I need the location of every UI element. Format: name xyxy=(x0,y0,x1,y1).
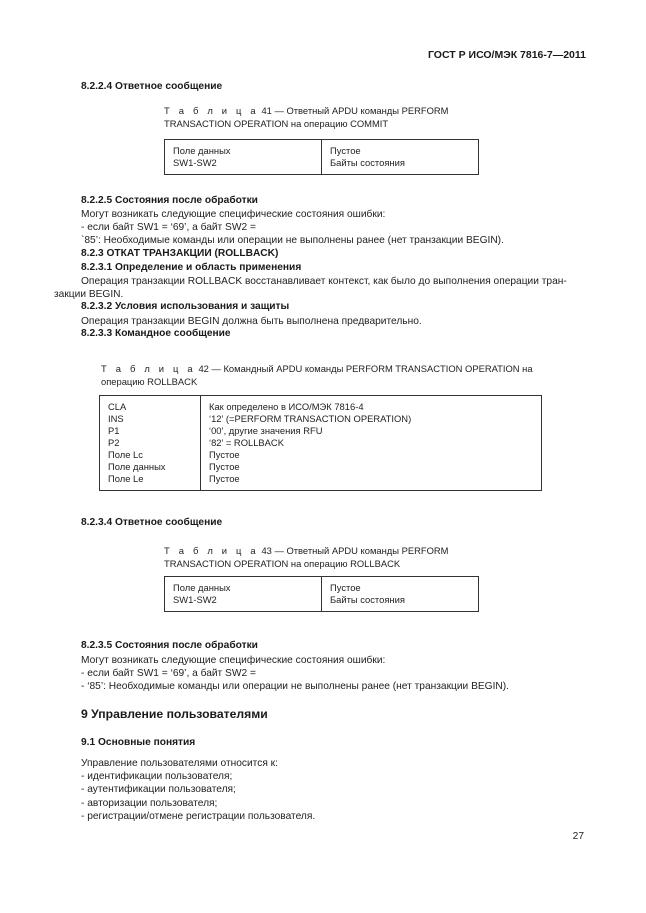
table-row xyxy=(165,577,479,612)
cell-line: Поле данных xyxy=(173,582,231,593)
cell-line: Пустое xyxy=(330,145,361,156)
caption-text-2: TRANSACTION OPERATION на операцию COMMIT xyxy=(164,117,389,129)
cell-line: Пустое xyxy=(209,473,240,484)
paragraph-8231-line2: закции BEGIN. xyxy=(54,289,124,300)
cell-line: Пустое xyxy=(209,449,240,460)
list-item: - регистрации/отмене регистрации пользователя. xyxy=(81,810,316,822)
paragraph-91 xyxy=(81,757,315,823)
text-line: - ‘85’: Необходимые команды или операции не выполнены ранее (нет транзакции BEGIN). xyxy=(81,681,509,693)
caption-text-2: TRANSACTION OPERATION на операцию ROLLBACK xyxy=(164,557,401,569)
page-number: 27 xyxy=(572,831,584,842)
paragraph-8232: Операция транзакции BEGIN должна быть выполнена предварительно. xyxy=(81,316,422,327)
caption-text-1: 41 — Ответный APDU команды PERFORM xyxy=(258,105,449,116)
table-43 xyxy=(164,576,479,612)
paragraph-8225 xyxy=(81,208,504,248)
text-line: Могут возникать следующие специфические состояния ошибки: xyxy=(81,655,386,666)
cell-line: Поле Lc xyxy=(108,449,143,460)
cell-line: SW1-SW2 xyxy=(173,157,217,168)
table-cell-left xyxy=(100,396,201,491)
list-item: - аутентификации пользователя; xyxy=(81,784,236,796)
document-header: ГОСТ Р ИСО/МЭК 7816-7—2011 xyxy=(427,49,586,61)
text-line: - если байт SW1 = ‘69’, а байт SW2 = xyxy=(81,222,256,234)
cell-line: ‘12’ (=PERFORM TRANSACTION OPERATION) xyxy=(209,413,412,424)
table-42-caption xyxy=(101,363,533,388)
cell-line: P2 xyxy=(108,437,120,448)
cell-line: Как определено в ИСО/МЭК 7816-4 xyxy=(209,401,364,412)
paragraph-8231-line1: Операция транзакции ROLLBACK восстанавливает контекст, как было до выполнения операции тран- xyxy=(81,276,567,287)
section-heading-8225: 8.2.2.5 Состояния после обработки xyxy=(81,195,258,206)
cell-line: Байты состояния xyxy=(330,594,405,605)
caption-text-2: операцию ROLLBACK xyxy=(101,375,198,387)
caption-text-1: 43 — Ответный APDU команды PERFORM xyxy=(258,545,449,556)
caption-text-1: 42 — Командный APDU команды PERFORM TRANSACTION OPERATION на xyxy=(195,363,533,374)
table-cell-right xyxy=(322,140,479,175)
cell-line: Поле данных xyxy=(108,461,166,472)
text-line: - если байт SW1 = ‘69’, а байт SW2 = xyxy=(81,668,256,680)
section-heading-8234: 8.2.3.4 Ответное сообщение xyxy=(81,517,223,528)
caption-word: Т а б л и ц а xyxy=(164,105,259,116)
section-heading-9: 9 Управление пользователями xyxy=(81,707,268,721)
table-cell-right xyxy=(322,577,479,612)
section-heading-8233: 8.2.3.3 Командное сообщение xyxy=(81,328,231,339)
table-cell-left xyxy=(165,577,322,612)
section-heading-8232: 8.2.3.2 Условия использования и защиты xyxy=(81,301,290,312)
cell-line: INS xyxy=(108,413,124,424)
table-41 xyxy=(164,139,479,175)
section-heading-823: 8.2.3 ОТКАТ ТРАНЗАКЦИИ (ROLLBACK) xyxy=(81,248,279,259)
paragraph-8235 xyxy=(81,654,509,694)
section-heading-8231: 8.2.3.1 Определение и область применения xyxy=(81,262,302,273)
table-row xyxy=(100,396,542,491)
cell-line: Пустое xyxy=(330,582,361,593)
table-43-caption xyxy=(164,545,448,570)
table-42 xyxy=(99,395,542,491)
section-heading-8224: 8.2.2.4 Ответное сообщение xyxy=(81,81,223,92)
cell-line: Поле данных xyxy=(173,145,231,156)
cell-line: Байты состояния xyxy=(330,157,405,168)
section-heading-91: 9.1 Основные понятия xyxy=(81,737,196,748)
caption-word: Т а б л и ц а xyxy=(101,363,196,374)
table-row xyxy=(165,140,479,175)
list-item: - авторизации пользователя; xyxy=(81,797,218,809)
table-cell-right xyxy=(201,396,542,491)
table-cell-left xyxy=(165,140,322,175)
cell-line: P1 xyxy=(108,425,120,436)
text-line: `85’: Необходимые команды или операции не выполнены ранее (нет транзакции BEGIN). xyxy=(81,235,504,247)
text-line: Могут возникать следующие специфические состояния ошибки: xyxy=(81,209,386,220)
table-41-caption xyxy=(164,105,448,130)
cell-line: ‘82’ = ROLLBACK xyxy=(209,437,284,448)
cell-line: Пустое xyxy=(209,461,240,472)
cell-line: Поле Le xyxy=(108,473,144,484)
cell-line: CLA xyxy=(108,401,127,412)
list-item: - идентификации пользователя; xyxy=(81,771,233,783)
caption-word: Т а б л и ц а xyxy=(164,545,259,556)
cell-line: SW1-SW2 xyxy=(173,594,217,605)
cell-line: ‘00’, другие значения RFU xyxy=(209,425,323,436)
section-heading-8235: 8.2.3.5 Состояния после обработки xyxy=(81,640,258,651)
text-line: Управление пользователями относится к: xyxy=(81,758,278,769)
